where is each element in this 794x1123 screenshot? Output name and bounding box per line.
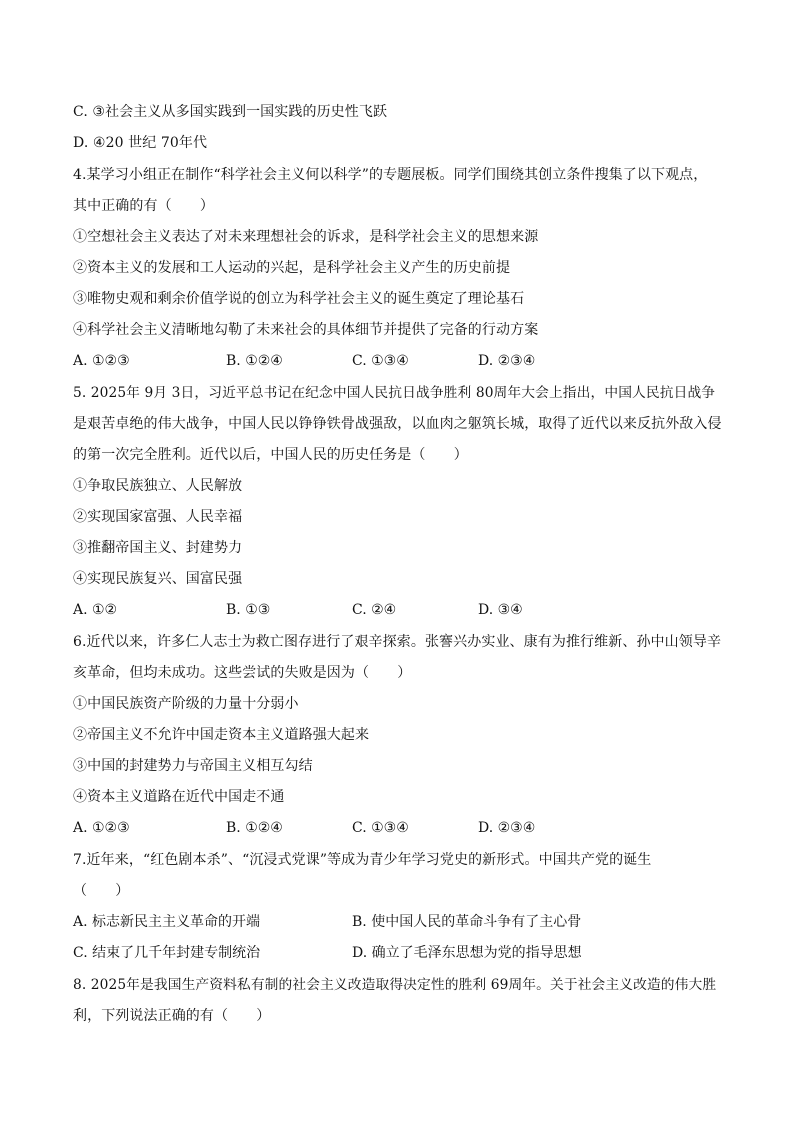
q3-option-d: D. ④20 世纪 70年代 bbox=[73, 135, 208, 151]
q7-option-d: D. 确立了毛泽东思想为党的指导思想 bbox=[352, 945, 582, 961]
q6-statement-2: ②帝国主义不允许中国走资本主义道路强大起来 bbox=[73, 727, 370, 743]
q5-statement-1: ①争取民族独立、人民解放 bbox=[73, 478, 243, 494]
q4-option-c: C. ①③④ bbox=[352, 353, 409, 369]
q8-stem-line2: 利，下列说法正确的有（ ） bbox=[73, 1008, 271, 1024]
q6-option-b: B. ①②④ bbox=[226, 820, 283, 836]
q5-statement-4: ④实现民族复兴、国富民强 bbox=[73, 571, 243, 587]
q3-option-c: C. ③社会主义从多国实践到一国实践的历史性飞跃 bbox=[73, 104, 388, 120]
q5-stem-line2: 是艰苦卓绝的伟大战争，中国人民以铮铮铁骨战强敌，以血肉之躯筑长城，取得了近代以来反抗外敌入侵 bbox=[73, 416, 722, 432]
q7-stem-line2: （ ） bbox=[73, 883, 130, 899]
q4-statement-3: ③唯物史观和剩余价值学说的创立为科学社会主义的诞生奠定了理论基石 bbox=[73, 291, 525, 307]
q4-stem-line2: 其中正确的有（ ） bbox=[73, 198, 214, 214]
q7-option-c: C. 结束了几千年封建专制统治 bbox=[73, 945, 261, 961]
q5-statement-3: ③推翻帝国主义、封建势力 bbox=[73, 540, 243, 556]
q4-statement-4: ④科学社会主义清晰地勾勒了未来社会的具体细节并提供了完备的行动方案 bbox=[73, 322, 539, 338]
q5-option-d: D. ③④ bbox=[478, 602, 523, 618]
q4-statement-1: ①空想社会主义表达了对未来理想社会的诉求，是科学社会主义的思想来源 bbox=[73, 229, 539, 245]
q5-stem-line3: 的第一次完全胜利。近代以后，中国人民的历史任务是（ ） bbox=[73, 447, 468, 463]
q6-statement-1: ①中国民族资产阶级的力量十分弱小 bbox=[73, 696, 299, 712]
q5-option-a: A. ①② bbox=[73, 602, 118, 618]
q5-option-b: B. ①③ bbox=[226, 602, 271, 618]
q7-option-a: A. 标志新民主主义革命的开端 bbox=[73, 914, 261, 930]
q4-stem-line1: 4.某学习小组正在制作“科学社会主义何以科学”的专题展板。同学们围绕其创立条件搜集了以下观点， bbox=[73, 167, 708, 183]
q5-option-c: C. ②④ bbox=[352, 602, 397, 618]
q5-statement-2: ②实现国家富强、人民幸福 bbox=[73, 509, 243, 525]
q4-option-d: D. ②③④ bbox=[478, 353, 536, 369]
q6-option-d: D. ②③④ bbox=[478, 820, 536, 836]
q4-option-b: B. ①②④ bbox=[226, 353, 283, 369]
q7-stem-line1: 7.近年来，“红色剧本杀”、“沉浸式党课”等成为青少年学习党史的新形式。中国共产党的诞生 bbox=[73, 852, 652, 868]
q6-option-a: A. ①②③ bbox=[73, 820, 130, 836]
q6-statement-4: ④资本主义道路在近代中国走不通 bbox=[73, 789, 285, 805]
q8-stem-line1: 8. 2025年是我国生产资料私有制的社会主义改造取得决定性的胜利 69周年。关于社会主义改造的伟大胜 bbox=[73, 977, 717, 993]
q6-stem-line2: 亥革命，但均未成功。这些尝试的失败是因为（ ） bbox=[73, 665, 412, 681]
q6-option-c: C. ①③④ bbox=[352, 820, 409, 836]
q4-statement-2: ②资本主义的发展和工人运动的兴起，是科学社会主义产生的历史前提 bbox=[73, 260, 511, 276]
q6-stem-line1: 6.近代以来，许多仁人志士为救亡图存进行了艰辛探索。张謇兴办实业、康有为推行维新、孙中山领导辛 bbox=[73, 634, 722, 650]
q4-option-a: A. ①②③ bbox=[73, 353, 130, 369]
q7-option-b: B. 使中国人民的革命斗争有了主心骨 bbox=[352, 914, 582, 930]
q5-stem-line1: 5. 2025年 9月 3日，习近平总书记在纪念中国人民抗日战争胜利 80周年大会上指出，中国人民抗日战争 bbox=[73, 385, 716, 401]
q6-statement-3: ③中国的封建势力与帝国主义相互勾结 bbox=[73, 758, 313, 774]
